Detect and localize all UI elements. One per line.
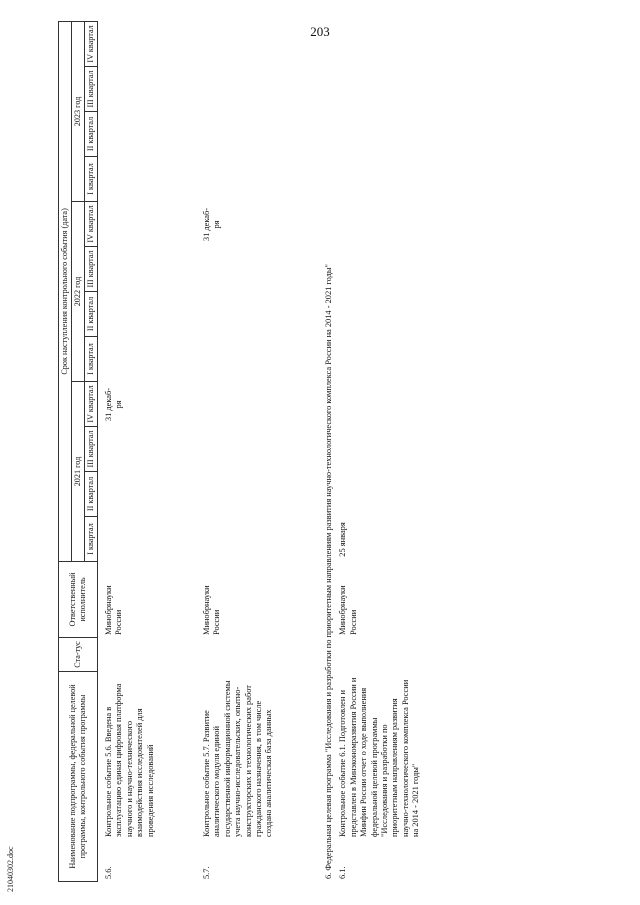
- row-responsible: Минобрнауки России: [202, 585, 222, 635]
- page-number: 203: [310, 24, 330, 39]
- header-name-column: Наименование подпрограммы, федеральной целевой программы, контрольного события программы: [59, 671, 98, 881]
- header-quarter: II квартал: [85, 291, 98, 336]
- header-quarter: III квартал: [85, 66, 98, 111]
- header-quarter: I квартал: [85, 336, 98, 381]
- header-quarter: II квартал: [85, 111, 98, 156]
- section-row: [322, 22, 336, 882]
- header-deadline-column: Срок наступления контрольного события (дата): [59, 21, 72, 561]
- row-number: 5.7.: [202, 866, 211, 879]
- header-quarter: III квартал: [85, 426, 98, 471]
- header-quarter: IV квартал: [85, 201, 98, 246]
- header-responsible-column: Ответственный исполнитель: [59, 561, 98, 637]
- row-responsible: Минобрнауки России: [338, 585, 358, 635]
- row-event-name: Контрольное событие 5.6. Введена в эксплуатацию единая цифровая платформа научного и научно-технического взаимодействия исследователей для проведения исследований: [104, 683, 155, 837]
- header-quarter: I квартал: [85, 156, 98, 201]
- header-year-2021: 2021 год: [72, 381, 85, 561]
- row-number: 5.6.: [104, 866, 113, 879]
- row-responsible: Минобрнауки России: [104, 585, 124, 635]
- table-header: [58, 21, 98, 882]
- header-quarter: IV квартал: [85, 21, 98, 66]
- table-row: [336, 22, 466, 882]
- header-year-2022: 2022 год: [72, 201, 85, 381]
- row-date-2021-q1: 25 января: [338, 522, 348, 557]
- row-date-2021-q4: 31 декаб-ря: [104, 387, 124, 422]
- row-number: 6.1.: [338, 866, 348, 879]
- row-status: [98, 638, 194, 672]
- row-status: [336, 638, 466, 672]
- table-body: [98, 22, 466, 882]
- header-quarter: I квартал: [85, 516, 98, 561]
- header-quarter: III квартал: [85, 246, 98, 291]
- row-date-2022-q4: 31 декаб-ря: [202, 207, 222, 242]
- header-quarter: II квартал: [85, 471, 98, 516]
- header-quarter: IV квартал: [85, 381, 98, 426]
- table-row: [194, 22, 322, 882]
- section-heading: 6. Федеральная целевая программа "Исследования и разработки по приоритетным направлениям развития научно-технологического комплекса России на 2014 - 2021 годы": [324, 264, 333, 879]
- header-status-column: Ста-тус: [59, 637, 98, 671]
- table-row: [98, 22, 194, 882]
- footer-file-code: 21040302.doc: [6, 846, 15, 892]
- rotated-schedule-table: [58, 22, 608, 882]
- header-year-2023: 2023 год: [72, 21, 85, 201]
- row-event-name: Контрольное событие 5.7. Развитие аналитического модуля единой государственной информационной системы учета научно-исследовательских, опытно-конструкторских и технологических работ гражданского назначения, в том числе создана аналитическая база данных: [202, 680, 274, 837]
- row-status: [194, 638, 322, 672]
- row-event-name: Контрольное событие 6.1. Подготовлен и представлен в Минэкономразвития России и Минфин России отчет о ходе выполнения федеральной целевой программы "Исследования и разработки по приоритетным направлениям развития научно-технологического комплекса России на 2014 - 2021 годы": [338, 677, 421, 837]
